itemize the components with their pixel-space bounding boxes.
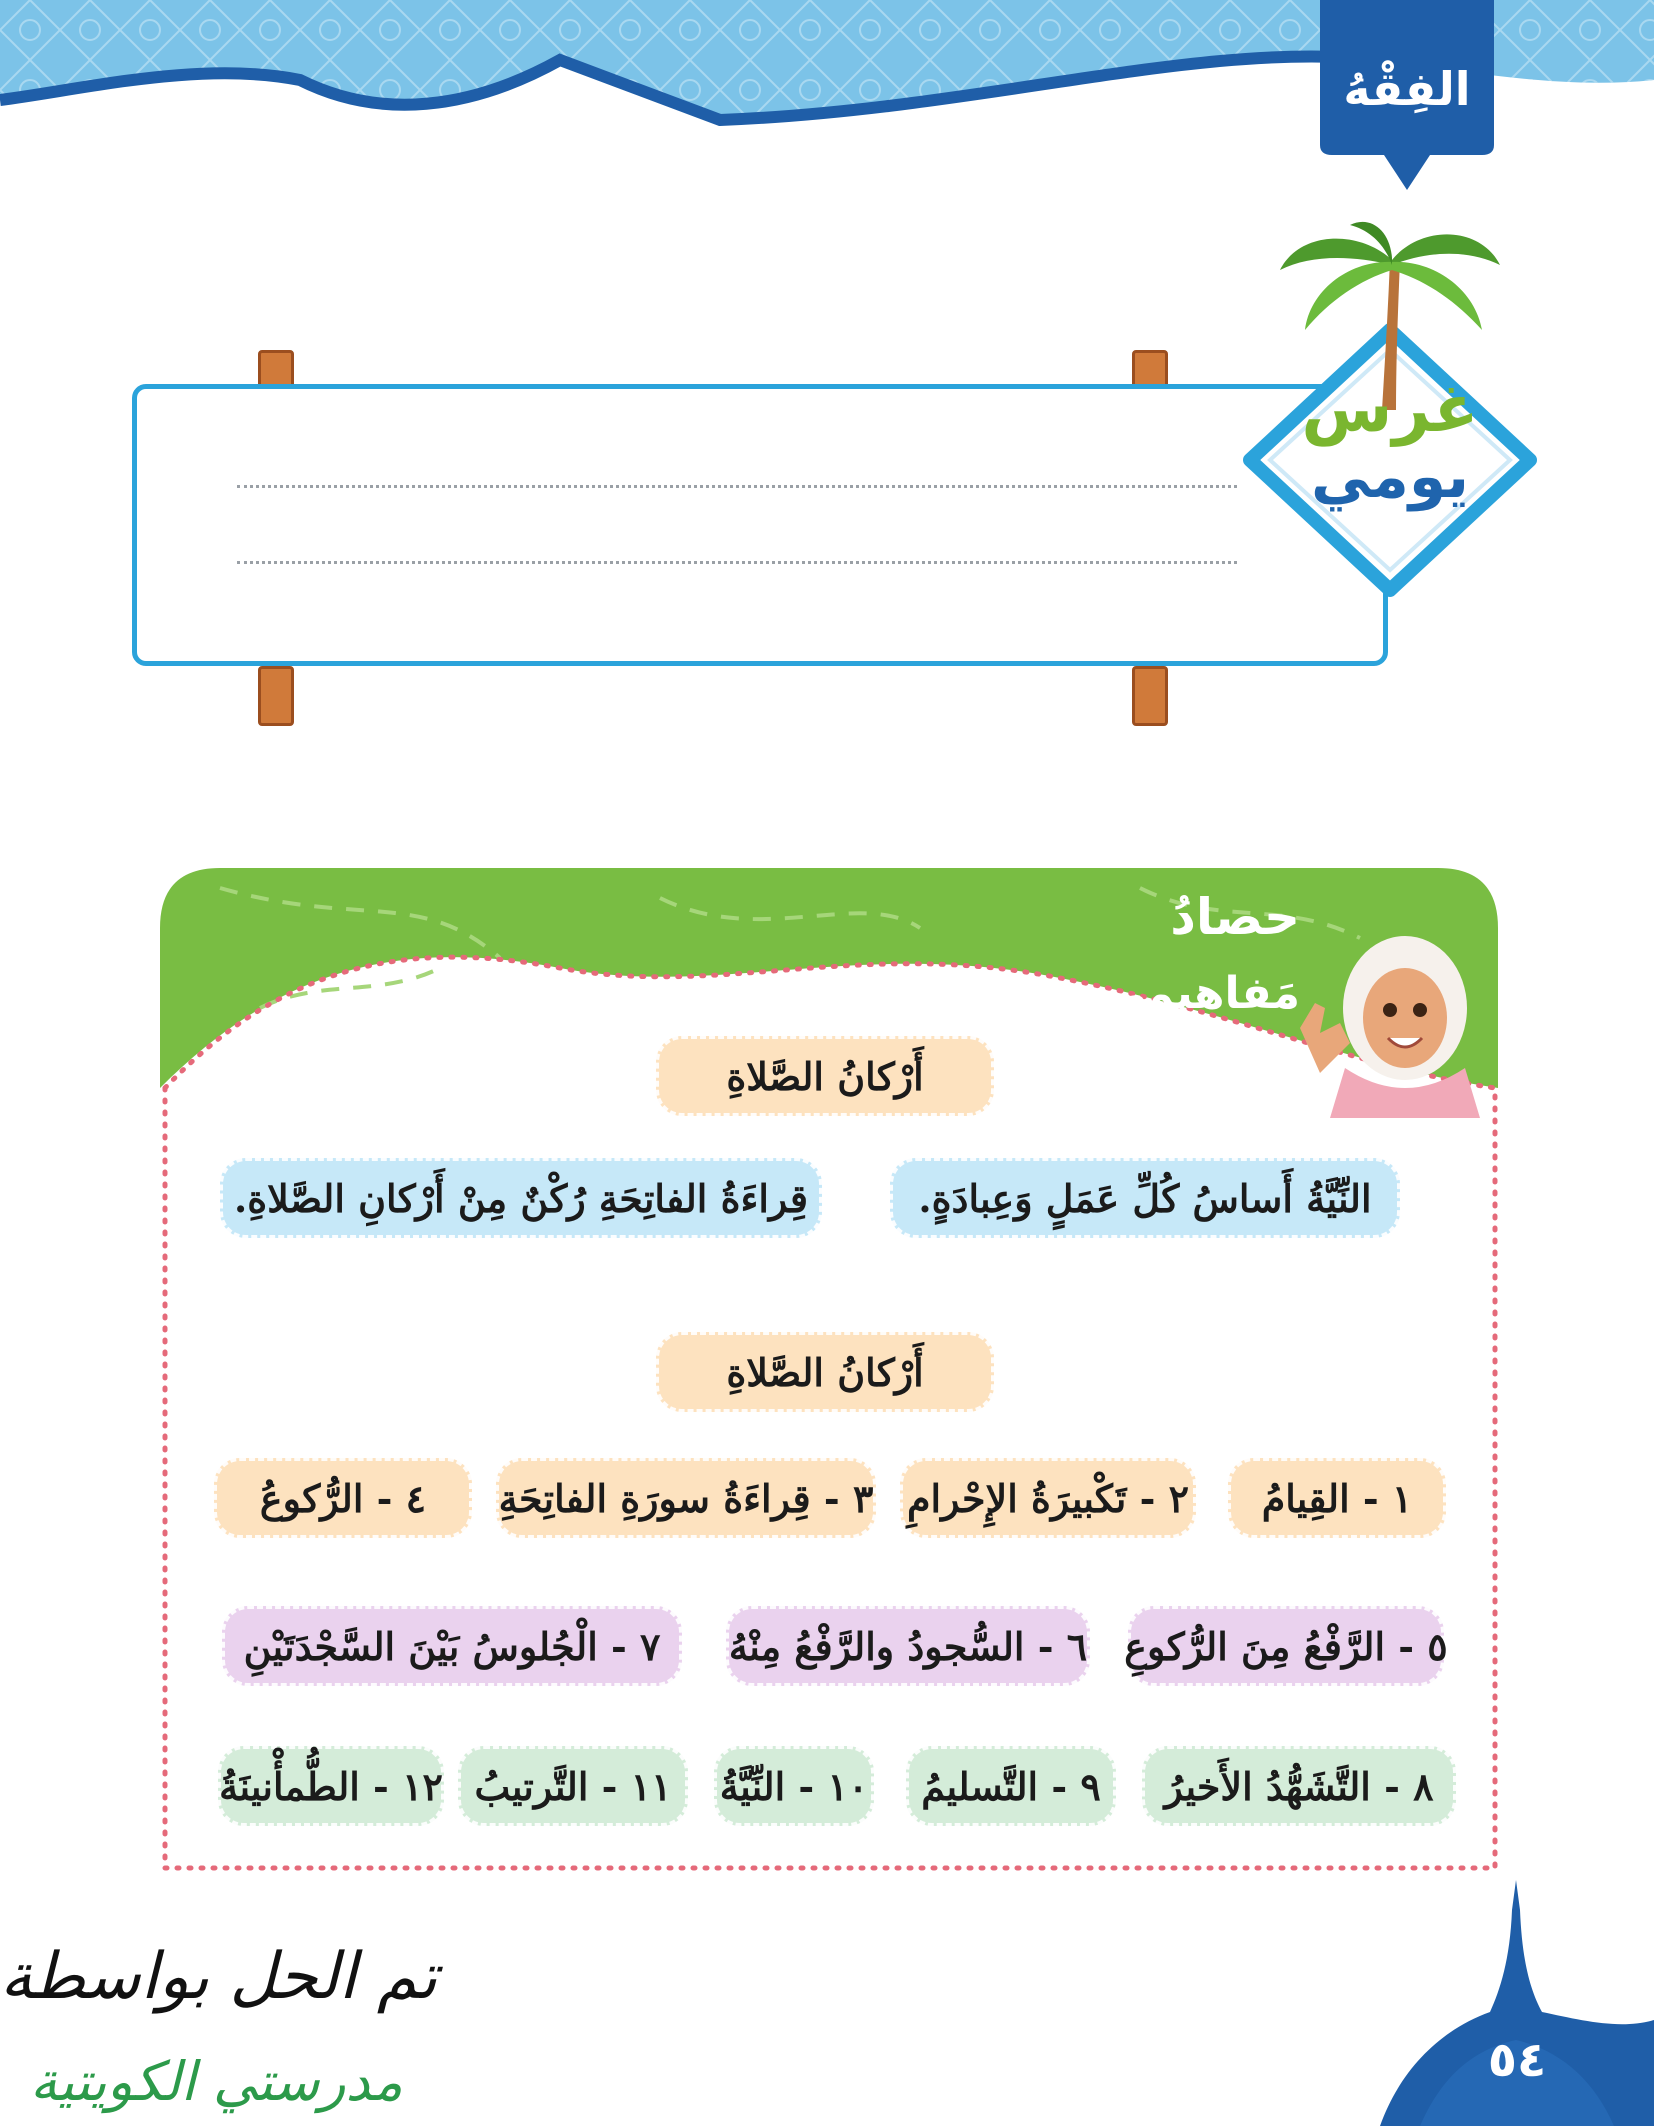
- harvest-title-word-1: حصادُ: [1170, 888, 1300, 946]
- daily-seed-word-2: يومي: [1311, 442, 1469, 512]
- section2-heading-pill: أَرْكانُ الصَّلاةِ: [656, 1332, 994, 1412]
- pillar-item-8: ٨ - التَّشَهُّدُ الأَخيرُ: [1142, 1746, 1456, 1826]
- writing-line-2[interactable]: [237, 561, 1237, 564]
- pillar-item-9: ٩ - التَّسليمُ: [906, 1746, 1116, 1826]
- writing-line-1[interactable]: [237, 485, 1237, 488]
- handwritten-note-line-2: مدرستي الكويتية: [30, 2050, 403, 2113]
- pillar-item-7: ٧ - الْجُلوسُ بَيْنَ السَّجْدَتَيْنِ: [222, 1606, 682, 1686]
- board-post-top-right: [1132, 350, 1168, 388]
- section1-heading-pill: أَرْكانُ الصَّلاةِ: [656, 1036, 994, 1116]
- page-number-dome: [1380, 1880, 1654, 2126]
- pillar-item-11: ١١ - التَّرتيبُ: [458, 1746, 688, 1826]
- pillar-item-2: ٢ - تَكْبيرَةُ الإِحْرامِ: [900, 1458, 1196, 1538]
- pillar-item-6: ٦ - السُّجودُ والرَّفْعُ مِنْهُ: [726, 1606, 1090, 1686]
- pillar-item-3: ٣ - قِراءَةُ سورَةِ الفاتِحَةِ: [496, 1458, 876, 1538]
- handwritten-note-line-1: تم الحل بواسطة: [0, 1940, 438, 2014]
- statement-pill-1: النِّيَّةُ أَساسُ كُلِّ عَمَلٍ وَعِبادَةٍ.: [890, 1158, 1400, 1238]
- mosque-dome-icon: [1380, 1880, 1654, 2126]
- daily-seed-badge: [1220, 220, 1560, 620]
- statement-pill-2: قِراءَةُ الفاتِحَةِ رُكْنٌ مِنْ أَرْكانِ الصَّلاةِ.: [220, 1158, 822, 1238]
- pillar-item-4: ٤ - الرُّكوعُ: [214, 1458, 472, 1538]
- pillar-item-5: ٥ - الرَّفْعُ مِنَ الرُّكوعِ: [1128, 1606, 1444, 1686]
- harvest-title-word-2: مَفاهيمي: [1102, 968, 1300, 1019]
- board-post-top-left: [258, 350, 294, 388]
- page-number: ٥٤: [1487, 2032, 1547, 2088]
- subject-title: الفِقْهُ: [1343, 62, 1471, 116]
- pillar-item-10: ١٠ - النِّيَّةُ: [714, 1746, 874, 1826]
- pillar-item-1: ١ - القِيامُ: [1228, 1458, 1446, 1538]
- pillar-item-12: ١٢ - الطُّمأْنينَةُ: [218, 1746, 444, 1826]
- daily-seed-word-1: غرس: [1301, 370, 1479, 447]
- subject-tab: [1320, 0, 1494, 190]
- daily-seed-writing-board: [132, 384, 1388, 666]
- board-post-bottom-left: [258, 666, 294, 726]
- board-post-bottom-right: [1132, 666, 1168, 726]
